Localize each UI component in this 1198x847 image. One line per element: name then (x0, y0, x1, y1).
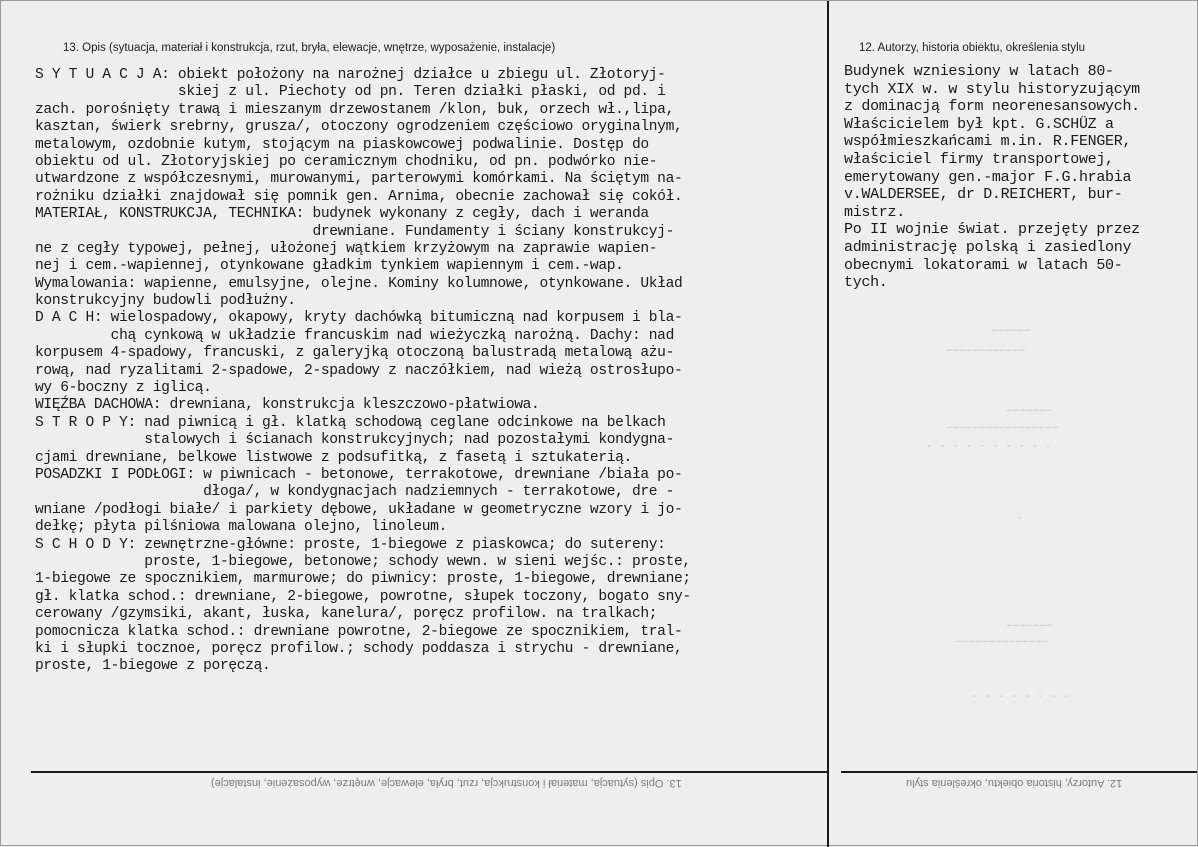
bleed-through-left: 13. Opis (sytuacja, materiał i konstrukcja, rzut, bryła, elewacje, wnętrze, wyposażenie, instalacje) (211, 777, 682, 789)
description-line: drewniane. Fundamenty i ściany konstrukcyj- (35, 223, 674, 240)
description-line: korpusem 4-spadowy, francuski, z galeryjką otoczoną balustradą metalową ażu- (35, 345, 674, 362)
description-line: WIĘŹBA DACHOWA: drewniana, konstrukcja kleszczowo-płatwiowa. (35, 397, 540, 414)
history-line: v.WALDERSEE, dr D.REICHERT, bur- (844, 186, 1123, 204)
history-line: obecnymi lokatorami w latach 50- (844, 256, 1123, 274)
bottom-rule-right (841, 771, 1197, 773)
ghost-mark: ~~~~~~~ (1006, 621, 1053, 633)
ghost-mark: ~~~~~~~ (1006, 406, 1053, 418)
description-line: konstrukcyjny budowli podłużny. (35, 293, 296, 310)
description-line: rożniku działki znajdował się pomnik gen. Arnima, obecnie zachował się cokół. (35, 188, 683, 205)
ghost-mark: - (1016, 513, 1023, 525)
description-line: zach. porośnięty trawą i mieszanym drzewostanem /klon, buk, orzech wł.,lipa, (35, 101, 674, 118)
ghost-mark: ~~~~~~~~~~~~ (946, 346, 1026, 358)
history-line: Po II wojnie świat. przejęty przez (844, 221, 1140, 239)
description-line: MATERIAŁ, KONSTRUKCJA, TECHNIKA: budynek wykonany z cegły, dach i weranda (35, 206, 649, 223)
description-line: rową, nad ryzalitami 2-spadowe, 2-spadowy z naczółkiem, nad wieżą ostrosłupo- (35, 362, 683, 379)
description-line: D A C H: wielospadowy, okapowy, kryty dachówką bitumiczną nad korpusem i bla- (35, 310, 683, 327)
ghost-mark: - - - - - - - - - - (926, 441, 1052, 453)
ghost-mark: - - - - - - - - (971, 691, 1071, 703)
description-line: S T R O P Y: nad piwnicą i gł. klatką schodową ceglane odcinkowe na belkach (35, 414, 666, 431)
description-line: POSADZKI I PODŁOGI: w piwnicach - betonowe, terrakotowe, drewniane /biała po- (35, 466, 683, 483)
description-line: stalowych i ścianach konstrukcyjnych; nad pozostałymi kondygna- (35, 432, 674, 449)
column-divider (827, 1, 829, 847)
description-line: cjami drewniane, belkowe listwowe z podsufitką, z fasetą i sztukaterią. (35, 449, 632, 466)
description-section-header: 13. Opis (sytuacja, materiał i konstrukcja, rzut, bryła, elewacje, wnętrze, wyposażenie, instalacje) (63, 42, 556, 54)
description-line: pomocnicza klatka schod.: drewniane powrotne, 2-biegowe ze spocznikiem, tral- (35, 623, 683, 640)
history-text (844, 63, 1140, 292)
history-line: emerytowany gen.-major F.G.hrabia (844, 168, 1132, 186)
description-line: metalowym, ozdobnie kutym, stojącym na piaskowcowej podwalinie. Dostęp do (35, 136, 649, 153)
description-line: S Y T U A C J A: obiekt położony na narożnej działce u zbiegu ul. Złotoryj- (35, 67, 666, 83)
bottom-rule-left (31, 771, 827, 773)
history-line: właściciel firmy transportowej, (844, 150, 1114, 168)
history-line: mistrz. (844, 203, 905, 221)
authors-section-header: 12. Autorzy, historia obiektu, określenia stylu (859, 42, 1086, 54)
description-line: nej i cem.-wapiennej, otynkowane gładkim tynkiem wapiennym i cem.-wap. (35, 258, 624, 275)
bleed-through-right: 12. Autorzy, historia obiektu, określenia stylu (906, 777, 1123, 789)
description-line: proste, 1-biegowe z poręczą. (35, 658, 271, 675)
description-line: dełkę; płyta pilśniowa malowana olejno, linoleum. (35, 519, 447, 536)
description-line: wniane /podłogi białe/ i parkiety dębowe, układane w geometryczne wzory i jo- (35, 501, 683, 518)
history-line: administrację polską i zasiedlony (844, 238, 1132, 256)
description-line: skiej z ul. Piechoty od pn. Teren działki płaski, od pd. i (35, 84, 666, 101)
description-line: dłoga/, w kondygnacjach nadziemnych - terrakotowe, dre - (35, 484, 674, 501)
description-line: proste, 1-biegowe, betonowe; schody wewn. w sieni wejśc.: proste, (35, 553, 691, 570)
description-line: utwardzone z współczesnymi, murowanymi, parterowymi komórkami. Na ściętym na- (35, 171, 683, 188)
description-line: 1-biegowe ze spocznikiem, marmurowe; do piwnicy: proste, 1-biegowe, drewniane; (35, 571, 691, 588)
description-line: obiektu od ul. Złotoryjskiej po ceramicznym chodniku, od pn. podwórko nie- (35, 153, 658, 170)
description-line: wy 6-boczny z iglicą. (35, 380, 212, 397)
ghost-mark: ~~~~~~ (991, 326, 1031, 338)
ghost-mark: ~~~~~~~~~~~~~~~~~ (946, 423, 1059, 435)
description-line: cerowany /gzymsiki, akant, łuska, kanelura/, poręcz profilow. na tralkach; (35, 606, 658, 623)
description-line: S C H O D Y: zewnętrzne-główne: proste, 1-biegowe z piaskowca; do sutereny: (35, 536, 666, 553)
description-line: ne z cegły typowej, pełnej, ułożonej wątkiem krzyżowym na zaprawie wapien- (35, 240, 658, 257)
history-line: Właścicielem był kpt. G.SCHÜZ a (844, 115, 1114, 133)
history-line: Budynek wzniesiony w latach 80- (844, 63, 1114, 80)
description-line: ki i słupki tocznoe, poręcz profilow.; schody poddasza i strychu - drewniane, (35, 640, 683, 657)
description-line: kasztan, świerk srebrny, grusza/, otoczony ogrodzeniem częściowo oryginalnym, (35, 119, 683, 136)
description-line: gł. klatka schod.: drewniane, 2-biegowe, powrotne, słupek toczony, bogato sny- (35, 588, 691, 605)
description-text (35, 67, 691, 676)
history-line: tych XIX w. w stylu historyzującym (844, 80, 1140, 98)
history-line: tych. (844, 274, 888, 292)
history-line: współmieszkańcami m.in. R.FENGER, (844, 133, 1132, 151)
description-line: Wymalowania: wapienne, emulsyjne, olejne. Kominy kolumnowe, otynkowane. Układ (35, 275, 683, 292)
description-line: chą cynkową w układzie francuskim nad wieżyczką narożną. Dachy: nad (35, 327, 674, 344)
ghost-mark: ~~~~~~~~~~~~~~ (956, 637, 1049, 649)
history-line: z dominacją form neorenesansowych. (844, 98, 1140, 116)
